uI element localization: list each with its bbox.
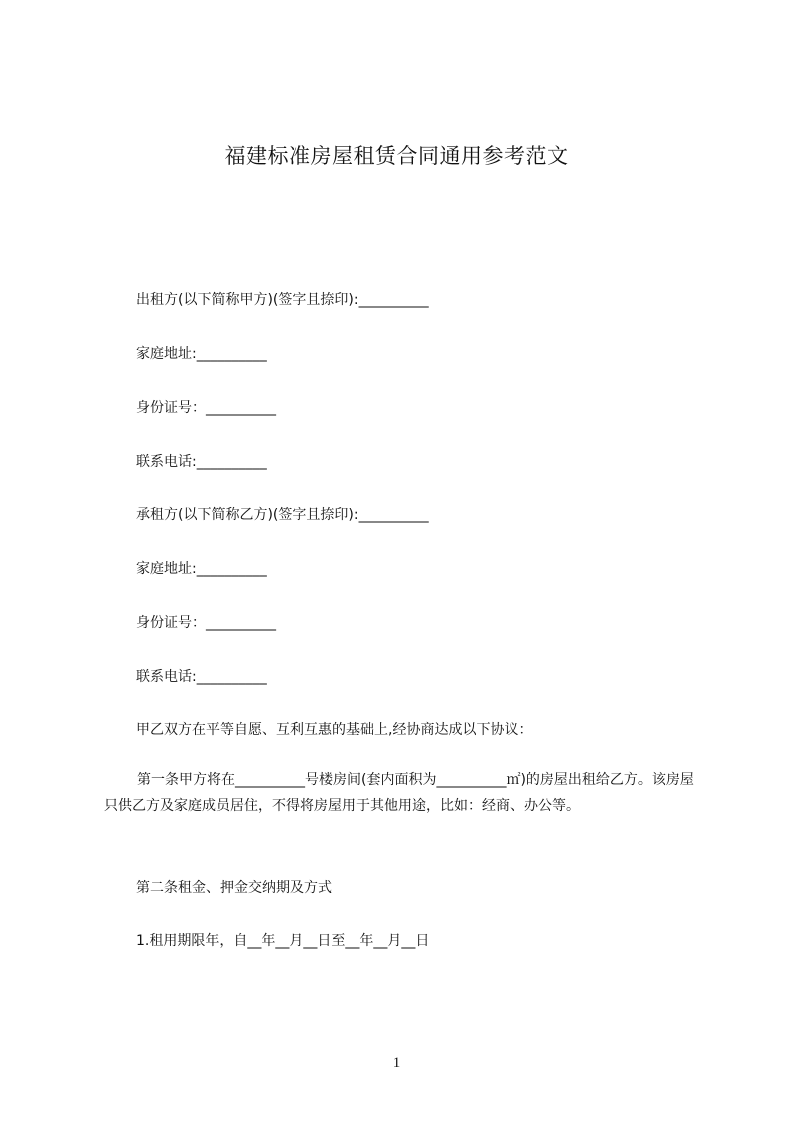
article-1-paragraph: 第一条甲方将在__________号楼房间(套内面积为__________㎡)的房屋出租给乙方。该房屋只供乙方及家庭成员居住，不得将房屋用于其他用途，比如：经商、办公等。 xyxy=(104,772,694,814)
lessor-phone-line: 联系电话:__________ xyxy=(136,454,267,470)
document-title: 福建标准房屋租赁合同通用参考范文 xyxy=(224,144,569,168)
lessee-address-line: 家庭地址:__________ xyxy=(136,561,267,577)
page-number: 1 xyxy=(392,1055,401,1071)
article-2-heading: 第二条租金、押金交纳期及方式 xyxy=(136,880,332,896)
lessee-party-line: 承租方(以下简称乙方)(签字且捺印):__________ xyxy=(136,507,429,523)
lessor-id-number-line: 身份证号：__________ xyxy=(136,400,276,416)
lessee-phone-line: 联系电话:__________ xyxy=(136,669,267,685)
lessor-party-line: 出租方(以下简称甲方)(签字且捺印):__________ xyxy=(136,292,429,308)
agreement-intro: 甲乙双方在平等自愿、互利互惠的基础上,经协商达成以下协议： xyxy=(136,722,533,738)
article-2-item-1: 1.租用期限年，自__年__月__日至__年__月__日 xyxy=(136,933,430,949)
lessor-address-line: 家庭地址:__________ xyxy=(136,346,267,362)
lessee-id-number-line: 身份证号：__________ xyxy=(136,615,276,631)
